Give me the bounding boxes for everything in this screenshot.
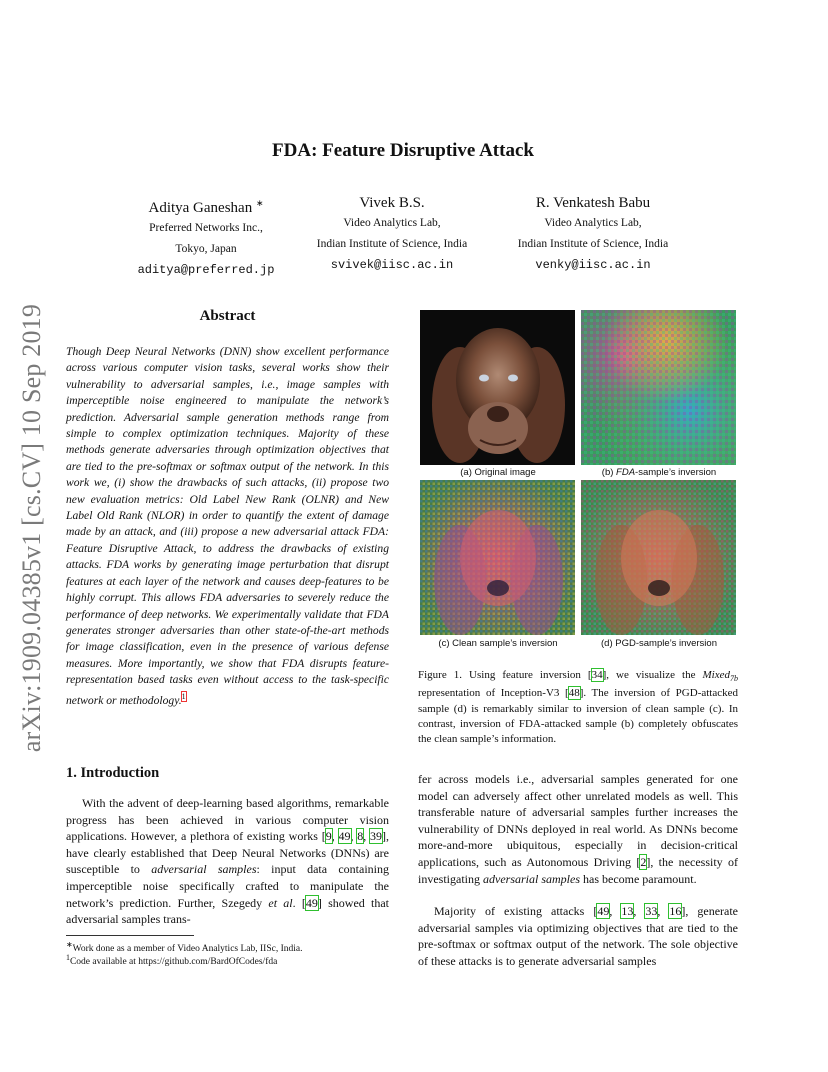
subfigure-caption-b: (b) FDA-sample’s inversion	[601, 467, 717, 478]
arxiv-identifier-stamp	[14, 295, 50, 760]
author-affiliation: Video Analytics Lab,	[544, 217, 642, 229]
author-name: Aditya Ganeshan ∗	[148, 198, 264, 216]
footnote: ∗Work done as a member of Video Analytics Lab, IISc, India.	[66, 940, 303, 955]
citation-link[interactable]: 33	[645, 904, 658, 918]
figure-caption: Figure 1. Using feature inversion [34], we visualize the Mixed$_{7b}$ representation of Inception-V3 [48]. The inversion of PGD-attacked sample (d) is remarkably similar to inversion of clean sample (c). In contrast, inversion of FDA-attacked sample (b) completely obfuscates the clean sample’s information.	[418, 669, 738, 746]
author-name: R. Venkatesh Babu	[535, 195, 651, 211]
abstract-body: Though Deep Neural Networks (DNN) show excellent performance across various computer vision tasks, several works show their vulnerability to adversarial samples, i.e., image samples with imperceptible noise engineered to manipulate the network’s prediction. Adversarial sample generation methods range from simple to complex optimization techniques. Majority of these methods generate adversaries through optimization objectives that are tied to the pre-softmax or softmax output of the network. In this work we, (i) show the drawbacks of such attacks, (ii) propose two new evaluation metrics: Old Label New Rank (OLNR) and New Label Old Rank (NLOR) in order to quantify the extent of damage made by an attack, and (iii) propose a new adversarial attack FDA: Feature Disruptive Attack, to address the drawbacks of existing attacks. FDA works by generating image perturbation that disrupt features at each layer of the network and causes deep-features to be highly corrupt. This allows FDA adversaries to severely reduce the performance of deep networks. We experimentally validate that FDA generates stronger adversaries than other state-of-the-art methods for image classification, even in the presence of various defense measures. More importantly, we show that FDA disrupts feature-representation based tasks even without access to the task-specific network or methodology.$^1$	[66, 345, 389, 707]
section-heading-introduction: 1. Introduction	[66, 765, 160, 781]
citation-link[interactable]: 49	[305, 895, 318, 910]
fda-inversion-image	[581, 310, 736, 465]
author-name: Vivek B.S.	[359, 195, 425, 211]
citation-link[interactable]: 39	[370, 829, 383, 844]
footnote: $^1$Code available at https://github.com/BardOfCodes/fda	[66, 953, 278, 968]
subfigure-caption-c: (c) Clean sample’s inversion	[438, 638, 558, 649]
citation-link[interactable]: 16	[669, 904, 682, 918]
author-affiliation: Preferred Networks Inc.,	[149, 222, 263, 234]
author-location: Indian Institute of Science, India	[517, 238, 669, 250]
citation-link[interactable]: 49	[338, 829, 351, 844]
citation-link[interactable]: 2	[640, 854, 647, 869]
subfigure-caption-d: (d) PGD-sample’s inversion	[601, 638, 717, 649]
footnote-divider	[66, 935, 194, 936]
intro-paragraph-right-2: Majority of existing attacks [49, 13, 33, 16], generate adversarial samples via optimizing objectives that are tied to the pre-softmax or softmax output of the network. The sole objective of these attacks is to generate adversarial samples	[418, 904, 739, 968]
clean-inversion-image	[420, 480, 575, 635]
citation-link[interactable]: 8	[357, 829, 364, 844]
citation-link[interactable]: 13	[621, 904, 634, 918]
author-block	[277, 193, 507, 276]
author-location: Tokyo, Japan	[175, 243, 237, 255]
citation-link[interactable]: 49	[597, 904, 610, 918]
subfigure-caption-a: (a) Original image	[460, 467, 536, 478]
paper-title: FDA: Feature Disruptive Attack	[272, 140, 534, 161]
author-affiliation: Video Analytics Lab,	[343, 217, 441, 229]
abstract-heading: Abstract	[199, 308, 256, 324]
original-dog-image	[420, 310, 575, 465]
author-email: aditya@preferred.jp	[137, 263, 275, 277]
author-email: svivek@iisc.ac.in	[330, 258, 454, 272]
author-block	[478, 193, 708, 276]
citation-link[interactable]: 48	[568, 687, 580, 700]
citation-link[interactable]: 34	[591, 669, 603, 681]
author-location: Indian Institute of Science, India	[316, 238, 468, 250]
intro-paragraph-right-continued: fer across models i.e., adversarial samples generated for one model can adversely affect other unrelated models as well. This transferable nature of adversarial samples further increases the vulnerability of DNNs deployed in real world. As DNNs become more-and-more ubiquitous, especially in decision-critical applications, such as Autonomous Driving [2], the necessity of investigating adversarial samples has become paramount.	[418, 772, 738, 886]
arxiv-stamp-text: arXiv:1909.04385v1 [cs.CV] 10 Sep 2019	[17, 303, 46, 752]
author-email: venky@iisc.ac.in	[535, 258, 651, 272]
intro-paragraph-left: With the advent of deep-learning based algorithms, remarkable progress has been achieved in various computer vision applications. However, a plethora of existing works [9, 49, 8, 39], have clearly established that Deep Neural Networks (DNNs) are susceptible to adversarial samples: input data containing imperceptible noise specifically crafted to manipulate the network’s prediction. Further, Szegedy et al. [49] showed that adversarial samples trans-	[66, 796, 390, 927]
math-symbol: Mixed	[702, 669, 730, 681]
pgd-inversion-image	[581, 480, 736, 635]
footnote-link[interactable]: 1	[181, 691, 186, 701]
citation-link[interactable]: 9	[325, 829, 332, 844]
